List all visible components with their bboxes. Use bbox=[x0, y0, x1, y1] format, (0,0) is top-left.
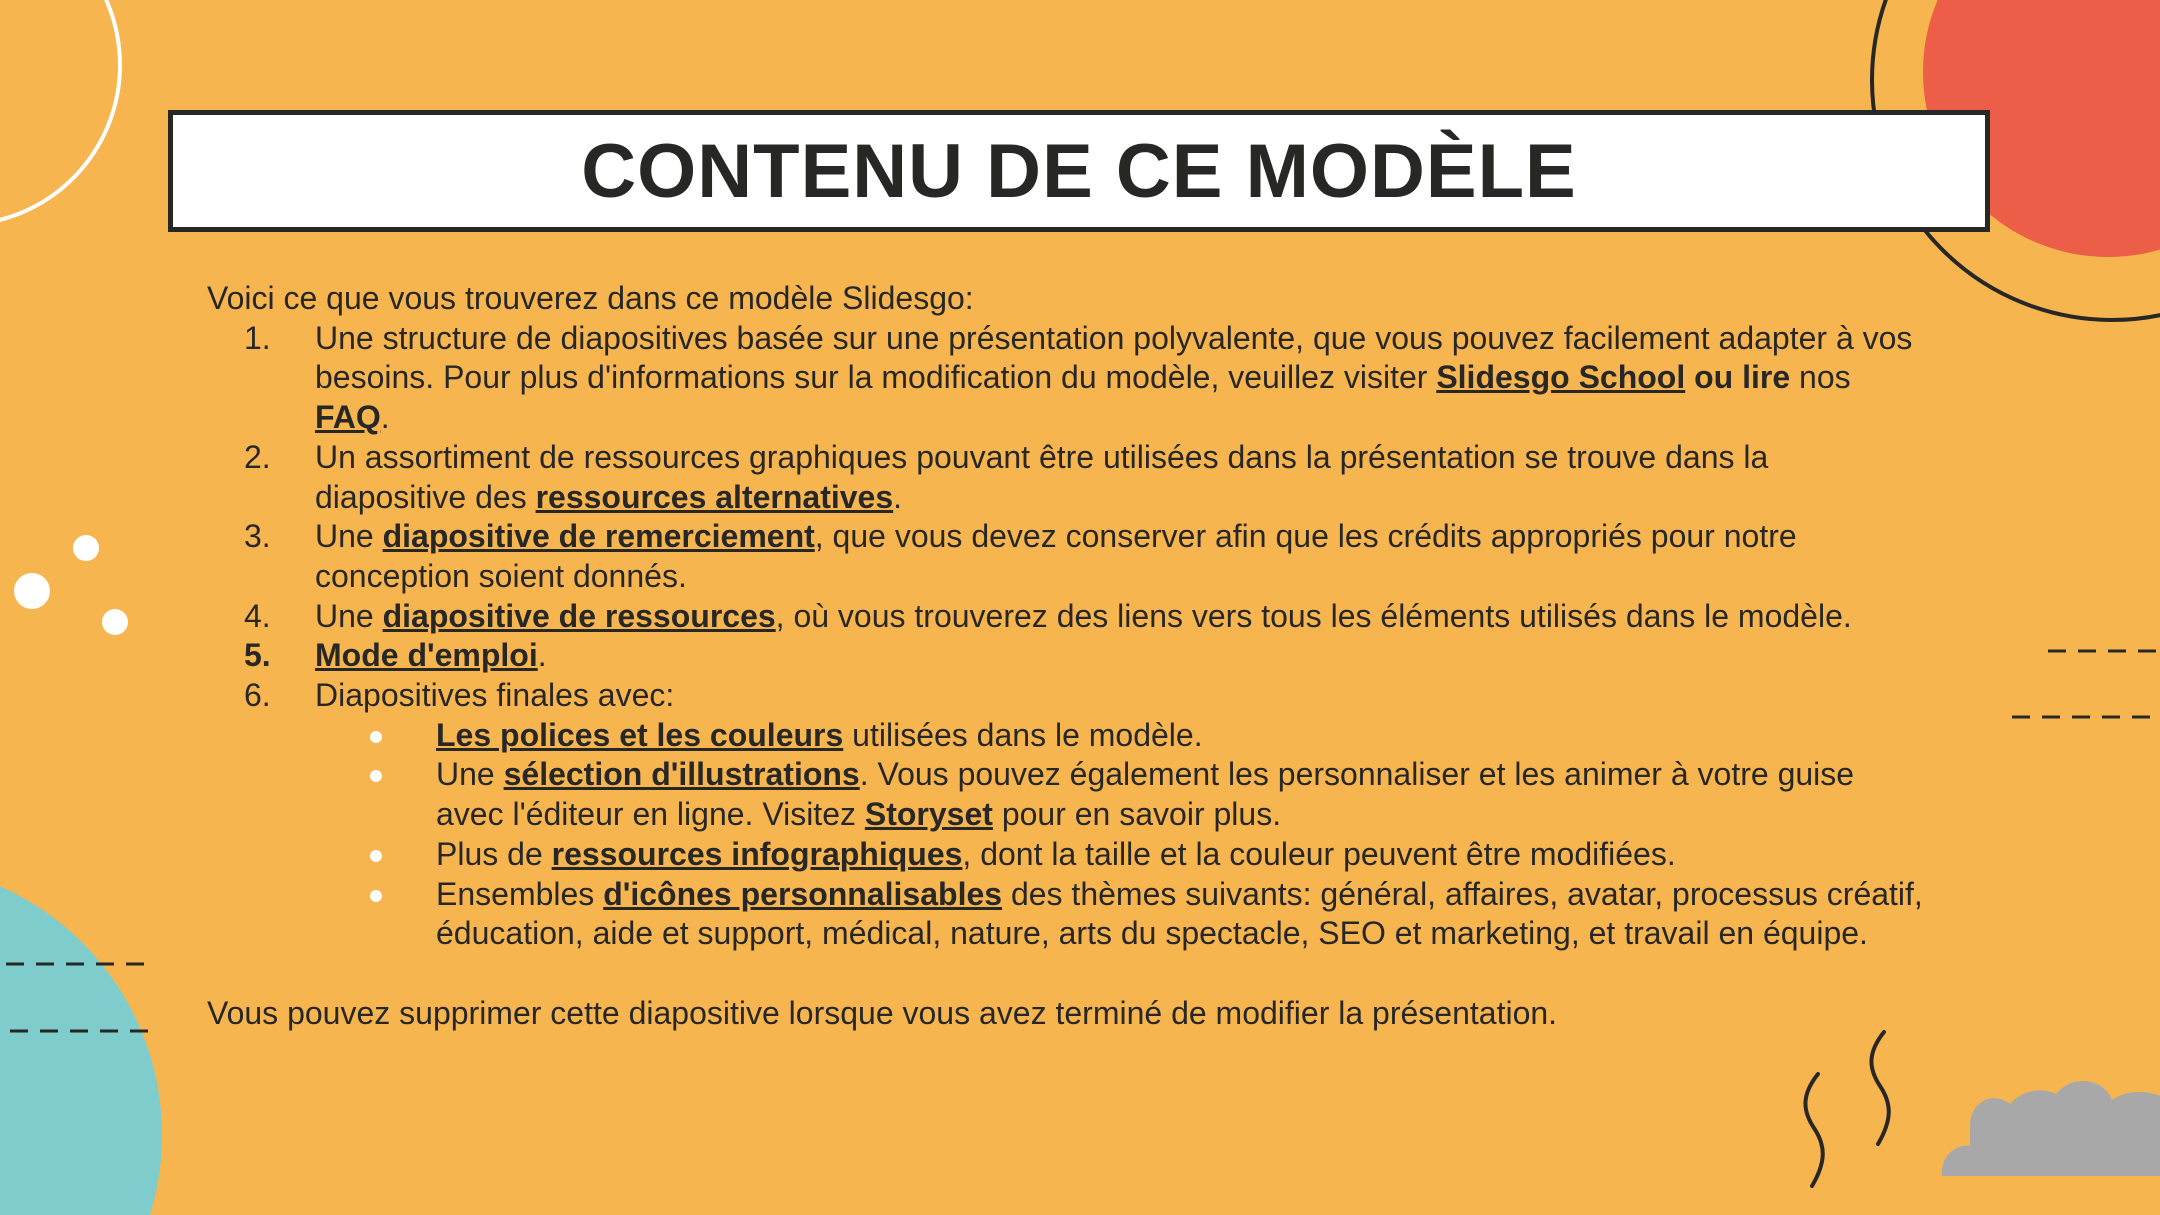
link-diapositive-remerciement[interactable]: diapositive de remerciement bbox=[382, 518, 815, 555]
list-number: 2. bbox=[244, 438, 271, 475]
bullet-dot-icon bbox=[370, 890, 382, 902]
squiggle bbox=[1871, 1032, 1888, 1144]
link-storyset[interactable]: Storyset bbox=[864, 796, 993, 833]
link-diapositive-ressources[interactable]: diapositive de ressources bbox=[382, 597, 776, 634]
list-item: 1. Une structure de diapositives basée sur une présentation polyvalente, que vous pouvez facilement adapter à vos besoins. Pour plus d'informations sur la modification du modèle, veuillez visiter Slidesgo School ou lire nos FAQ. bbox=[207, 319, 1927, 438]
list-number: 1. bbox=[244, 319, 271, 356]
link-ressources-infographiques[interactable]: ressources infographiques bbox=[551, 835, 963, 872]
outro-text: Vous pouvez supprimer cette diapositive lorsque vous avez terminé de modifier la présentation. bbox=[207, 994, 1558, 1031]
bullet-item: Les polices et les couleurs utilisées dans le modèle. bbox=[207, 716, 1927, 756]
list-number: 6. bbox=[244, 677, 271, 714]
bullet-item: Plus de ressources infographiques, dont la taille et la couleur peuvent être modifiées. bbox=[207, 835, 1927, 875]
link-slidesgo-school[interactable]: Slidesgo School bbox=[1436, 359, 1686, 396]
list-item: 5. Mode d'emploi. bbox=[207, 636, 1927, 676]
slide-title: CONTENU DE CE MODÈLE bbox=[581, 128, 1577, 214]
list-item: 4. Une diapositive de ressources, où vous trouverez des liens vers tous les éléments utilisés dans le modèle. bbox=[207, 597, 1927, 637]
top-left-outline-circle bbox=[0, 0, 120, 225]
link-mode-emploi[interactable]: Mode d'emploi bbox=[315, 637, 538, 674]
intro-text: Voici ce que vous trouverez dans ce modèle Slidesgo: bbox=[207, 280, 974, 316]
list-number: 3. bbox=[244, 518, 271, 555]
bottom-left-teal-circle bbox=[0, 863, 162, 1215]
list-item: 6. Diapositives finales avec: bbox=[207, 676, 1927, 716]
link-icones-personnalisables[interactable]: d'icônes personnalisables bbox=[603, 875, 1003, 912]
white-dot bbox=[102, 609, 128, 635]
cloud bbox=[1942, 1081, 2160, 1176]
link-polices-couleurs[interactable]: Les polices et les couleurs bbox=[436, 716, 844, 753]
white-dot bbox=[73, 535, 99, 561]
list-item: 3. Une diapositive de remerciement, que vous devez conserver afin que les crédits appropriés pour notre conception soient donnés. bbox=[207, 517, 1927, 596]
white-dot bbox=[14, 573, 50, 609]
link-ressources-alternatives[interactable]: ressources alternatives bbox=[535, 478, 894, 515]
title-box bbox=[168, 110, 1990, 232]
bullet-dot-icon bbox=[370, 850, 382, 862]
bullet-item: Ensembles d'icônes personnalisables des thèmes suivants: général, affaires, avatar, processus créatif, éducation, aide et support, médical, nature, arts du spectacle, SEO et marketing, et travail en équipe. bbox=[207, 875, 1927, 954]
link-selection-illustrations[interactable]: sélection d'illustrations bbox=[503, 756, 860, 793]
list-number: 4. bbox=[244, 597, 271, 634]
bullet-dot-icon bbox=[370, 770, 382, 782]
bullet-dot-icon bbox=[370, 731, 382, 743]
list-item: 2. Un assortiment de ressources graphiques pouvant être utilisées dans la présentation se trouve dans la diapositive des ressources alternatives. bbox=[207, 438, 1927, 517]
squiggle bbox=[1805, 1074, 1822, 1186]
list-number: 5. bbox=[244, 637, 271, 674]
content-body bbox=[207, 279, 1927, 1034]
bullet-item: Une sélection d'illustrations. Vous pouvez également les personnaliser et les animer à votre guise avec l'éditeur en ligne. Visitez Storyset pour en savoir plus. bbox=[207, 755, 1927, 834]
link-faq[interactable]: FAQ bbox=[315, 399, 381, 436]
